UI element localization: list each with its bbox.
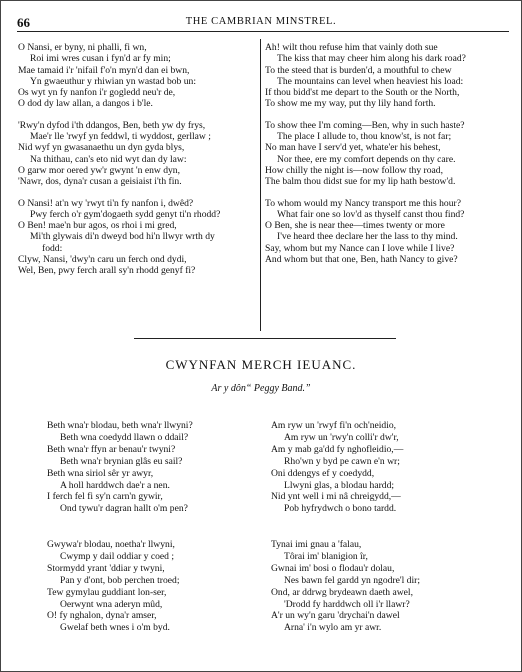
page-header <box>17 15 505 29</box>
running-title: THE CAMBRIAN MINSTREL. <box>185 16 337 27</box>
verse-line: O Nansi! at'n wy 'rwyt ti'n fy nanfon i, dwêd? <box>18 197 194 209</box>
verse-line: Wel, Ben, pwy ferch arall sy'n rhodd genyf fi? <box>18 265 196 277</box>
verse-line: Pob hyfrydwch o bono tardd. <box>284 503 397 515</box>
verse-line: Oni ddengys ef y coedydd, <box>271 467 375 479</box>
verse-line: O garw mor oered yw'r gwynt 'n enw dyn, <box>18 164 180 176</box>
verse-line: Pan y d'ont, bob perchen troed; <box>60 574 180 586</box>
verse-line: To show me my way, put thy lily hand forth. <box>265 98 436 110</box>
verse-line: The balm thou didst sue for my lip hath bestow'd. <box>265 176 456 188</box>
verse-line: To the steed that is burden'd, a mouthful to chew <box>265 64 452 76</box>
verse-line: Nes bawn fel gardd yn ngodre'l dir; <box>284 574 421 586</box>
verse-line: Na thithau, can's eto nid wyt dan dy law: <box>30 153 187 165</box>
verse-1 <box>47 420 193 515</box>
verse-line: O Nansi, er byny, ni phalli, fi wn, <box>18 42 147 53</box>
verse-line: Am y mab ga'dd fy nghofleidio,— <box>271 443 404 455</box>
verse-line: O dod dy law allan, a dangos i b'le. <box>18 98 153 110</box>
column-divider <box>260 39 261 331</box>
verse-line: Oerwynt wna aderyn mûd, <box>60 598 163 610</box>
verse-line: Am ryw un 'rwyf fi'n och'neidio, <box>271 420 397 431</box>
verse-line: A holl harddwch dae'r a nen. <box>60 479 170 491</box>
page-number: 66 <box>17 15 30 30</box>
verse-line: O Ben, she is near thee—times twenty or more <box>265 220 445 232</box>
header-rule <box>17 31 509 32</box>
verse-line: The mountains can level when heaviest his load: <box>277 75 464 87</box>
stanza-gap <box>18 188 256 198</box>
song-air: Ar y dôn“ Peggy Band.” <box>211 383 311 394</box>
verse-line: 'Drodd fy harddwch oll i'r llawr? <box>284 598 410 610</box>
verse-line: Gwywa'r blodau, noetha'r llwyni, <box>47 539 175 550</box>
verse-line: I've heard thee declare her the lass to thy mind. <box>277 231 458 243</box>
verse-line: Tew gymylau guddiant lon-ser, <box>47 586 167 598</box>
verse-line: Gwnai im' bosi o flodau'r dolau, <box>271 562 395 574</box>
verse-3 <box>47 539 180 634</box>
verse-line: What fair one so lov'd as thyself canst thou find? <box>277 208 465 220</box>
verse-line: Beth wna'r brynian glâs eu sail? <box>60 455 183 467</box>
verse-line: Nid ynt well i mi nâ chreigydd,— <box>271 491 401 503</box>
stanza-gap <box>265 110 515 120</box>
verse-line: O! fy nghalon, dyna'r amser, <box>47 610 157 622</box>
verse-line: Pwy ferch o'r gym'dogaeth sydd genyt ti'n rhodd? <box>30 208 221 220</box>
verse-line: To show thee I'm coming—Ben, why in such haste? <box>265 119 465 131</box>
verse-line: Llwyni glas, a blodau hardd; <box>284 479 395 491</box>
verse-line: Am ryw un 'rwy'n colli'r dw'r, <box>284 431 399 443</box>
verse-line: Tynai imi gnau a 'falau, <box>271 539 362 550</box>
verse-line: Mae tamaid i'r 'nifail f'o'n myn'd dan ei bwn, <box>18 64 190 76</box>
verse-line: Beth wna'r blodau, beth wna'r llwyni? <box>47 420 193 431</box>
english-translation-column <box>265 42 515 265</box>
verse-line: Nid wyf yn gwasanaethu un dyn gyda blys, <box>18 142 185 154</box>
verse-line: 'Rwy'n dyfod i'th ddangos, Ben, beth yw dy frys, <box>18 119 206 131</box>
verse-line: A'r un wy'n garu 'drychai'n dawel <box>271 610 400 622</box>
verse-line: And whom but that one, Ben, hath Nancy to give? <box>265 254 458 266</box>
verse-line: Arna' i'n wylo am yr awr. <box>284 622 382 634</box>
verse-line: fodd: <box>42 242 63 254</box>
verse-line: To whom would my Nancy transport me this hour? <box>265 197 461 209</box>
verse-line: The place I allude to, thou know'st, is not far; <box>277 131 452 143</box>
verse-line: Cwymp y dail oddiar y coed ; <box>60 550 175 562</box>
verse-line: No man have I serv'd yet, whate'er his behest, <box>265 142 441 154</box>
verse-line: Gwelaf beth wnes i o'm byd. <box>60 622 170 634</box>
stanza-gap <box>18 110 256 120</box>
verse-line: The kiss that may cheer him along his dark road? <box>277 53 466 65</box>
verse-line: Ah! wilt thou refuse him that vainly doth sue <box>265 42 438 53</box>
verse-4 <box>271 539 420 634</box>
verse-line: How chilly the night is—now follow thy road, <box>265 164 443 176</box>
verse-line: Beth wna siriol sêr yr awyr, <box>47 467 154 479</box>
welsh-dialogue-column <box>18 42 256 277</box>
verse-line: Roi imi wres cusan i fyn'd ar fy min; <box>30 53 171 65</box>
verse-line: Say, whom but my Nance can I love while I live? <box>265 242 455 254</box>
verse-line: Ond tywu'r dagran hallt o'm pen? <box>60 503 188 515</box>
verse-line: Tôrai im' blanigion îr, <box>284 550 368 562</box>
verse-line: Beth wna coedydd llawn o ddail? <box>60 431 189 443</box>
song-title: CWYNFAN MERCH IEUANC. <box>165 357 357 372</box>
verse-line: 'Nawr, dos, dyna'r cusan a geisiaist i'th fin. <box>18 176 182 188</box>
verse-line: Os wyt yn fy nanfon i'r gogledd neu'r de, <box>18 87 176 99</box>
verse-line: Mae'r lle 'rwyf yn feddwl, ti wyddost, gerllaw ; <box>30 131 211 143</box>
section-rule <box>134 338 396 339</box>
verse-line: Rho'wn y byd pe cawn e'n wr; <box>284 455 400 467</box>
verse-line: I ferch fel fi sy'n carn'n gywir, <box>47 491 163 503</box>
stanza-gap <box>265 188 515 198</box>
verse-line: Yn gwaeuthur y rhiwian yn wastad bob un: <box>30 75 196 87</box>
verse-line: Stormydd yrant 'ddiar y twyni, <box>47 562 165 574</box>
verse-line: O Ben! mae'n bur agos, os rhoi i mi gred, <box>18 220 177 232</box>
verse-line: If thou bidd'st me depart to the South or the North, <box>265 87 460 99</box>
verse-line: Clyw, Nansi, 'dwy'n caru un ferch ond dydi, <box>18 254 187 266</box>
verse-2 <box>271 420 403 515</box>
verse-line: Mi'th glywais di'n dweyd bod hi'n llwyr wrth dy <box>30 231 215 243</box>
verse-line: Beth wna'r ffyn ar benau'r twyni? <box>47 443 176 455</box>
verse-line: Ond, ar ddrwg brydeawn daeth awel, <box>271 586 413 598</box>
verse-line: Nor thee, ere my comfort depends on thy care. <box>277 153 456 165</box>
